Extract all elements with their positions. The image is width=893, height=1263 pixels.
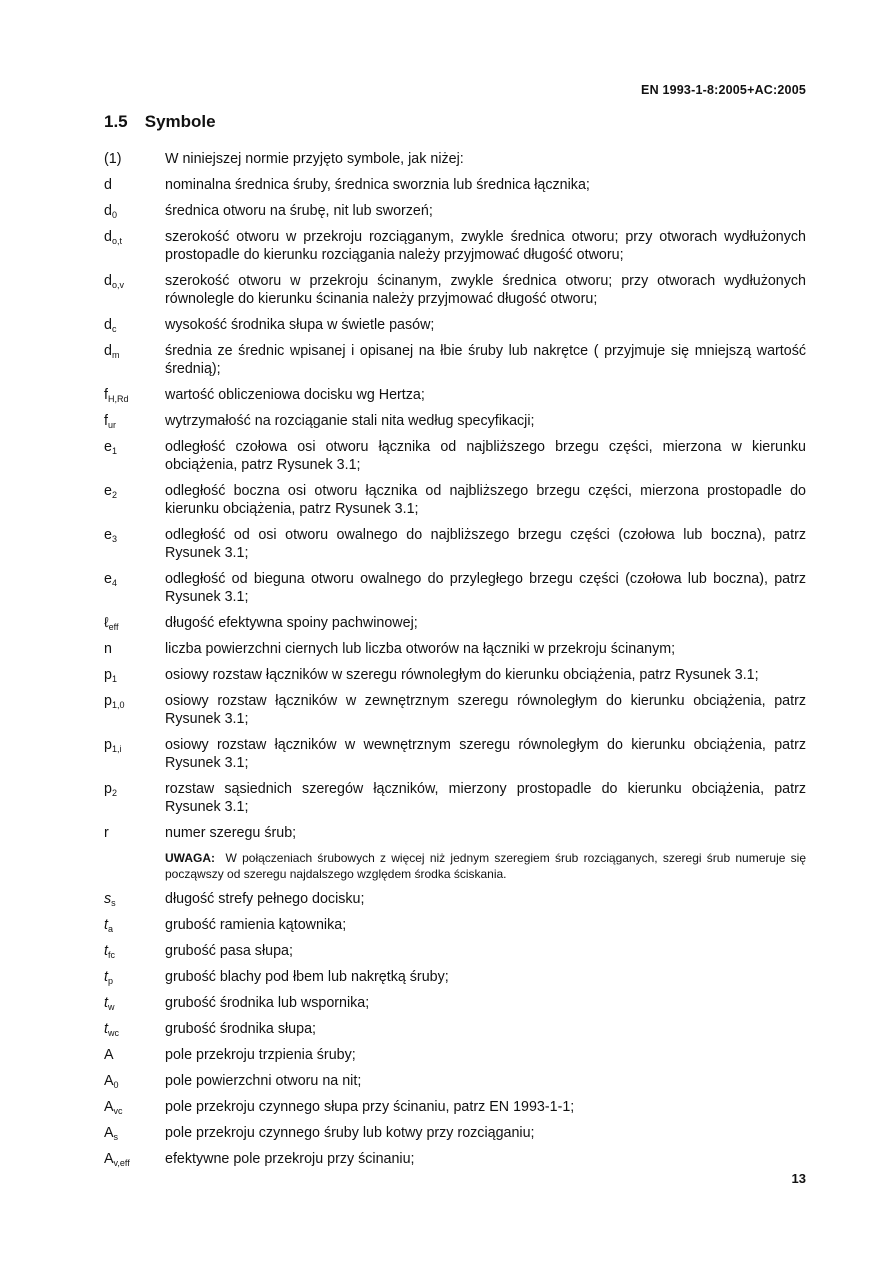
symbol-description: grubość środnika słupa; bbox=[165, 1021, 316, 1037]
symbol-base: t bbox=[104, 969, 108, 985]
symbol-entry bbox=[104, 890, 806, 908]
symbol-base: p bbox=[104, 667, 112, 683]
symbol-base: f bbox=[104, 387, 108, 403]
symbol bbox=[104, 570, 165, 606]
symbol-entry bbox=[104, 1046, 806, 1064]
symbol-subscript: fc bbox=[107, 950, 115, 960]
symbol-base: (1) bbox=[104, 151, 122, 167]
symbol-description: długość efektywna spoiny pachwinowej; bbox=[165, 615, 418, 631]
symbol bbox=[104, 386, 165, 404]
symbol-entry bbox=[104, 272, 806, 308]
symbol-description: długość strefy pełnego docisku; bbox=[165, 891, 365, 907]
symbol-base: e bbox=[104, 439, 112, 455]
symbol-base: f bbox=[104, 413, 108, 429]
symbol-subscript: s bbox=[111, 898, 116, 908]
symbol-subscript: 0 bbox=[111, 210, 117, 220]
symbol-base: A bbox=[104, 1151, 114, 1167]
symbol-entry bbox=[104, 1150, 806, 1168]
symbol-subscript: a bbox=[107, 924, 113, 934]
symbol-subscript: m bbox=[111, 350, 120, 360]
symbol bbox=[104, 890, 165, 908]
symbol bbox=[104, 526, 165, 562]
symbol-entry bbox=[104, 1098, 806, 1116]
symbol-subscript: H,Rd bbox=[107, 394, 129, 404]
symbol-base: n bbox=[104, 641, 112, 657]
symbol-description: odległość od bieguna otworu owalnego do przyległego brzegu części (czołowa lub boczna), patrz Rysunek 3.1; bbox=[165, 571, 806, 605]
symbol-description: rozstaw sąsiednich szeregów łączników, mierzony prostopadle do kierunku obciążenia, patrz Rysunek 3.1; bbox=[165, 781, 806, 815]
symbol-description: pole przekroju trzpienia śruby; bbox=[165, 1047, 356, 1063]
symbol-entry bbox=[104, 850, 806, 882]
symbol-entry bbox=[104, 570, 806, 606]
symbol-subscript: 0 bbox=[113, 1080, 119, 1090]
symbol-description: nominalna średnica śruby, średnica sworznia lub średnica łącznika; bbox=[165, 177, 590, 193]
symbol-subscript: vc bbox=[113, 1106, 123, 1116]
symbol-base: d bbox=[104, 343, 112, 359]
symbol-base: d bbox=[104, 203, 112, 219]
symbol-description: średnica otworu na śrubę, nit lub sworzeń; bbox=[165, 203, 433, 219]
note-text: W połączeniach śrubowych z więcej niż jednym szeregiem śrub rozciąganych, szeregi śrub numeruje się począwszy od szeregu najdalszego względem środka ściskania. bbox=[165, 851, 807, 881]
symbol bbox=[104, 202, 165, 220]
symbol bbox=[104, 994, 165, 1012]
symbol bbox=[104, 614, 165, 632]
symbol-description: osiowy rozstaw łączników w wewnętrznym szeregu równoległym do kierunku obciążenia, patrz Rysunek 3.1; bbox=[165, 737, 806, 771]
symbol-base: A bbox=[104, 1047, 114, 1063]
symbol-subscript: 1,0 bbox=[111, 700, 125, 710]
symbol bbox=[104, 942, 165, 960]
symbol bbox=[104, 850, 165, 882]
document-header: EN 1993-1-8:2005+AC:2005 bbox=[641, 83, 806, 97]
symbol-description: osiowy rozstaw łączników w szeregu równoległym do kierunku obciążenia, patrz Rysunek 3.1; bbox=[165, 667, 759, 683]
symbol bbox=[104, 438, 165, 474]
section-title: Symbole bbox=[144, 112, 216, 131]
symbol bbox=[104, 1020, 165, 1038]
symbol-description: grubość ramienia kątownika; bbox=[165, 917, 347, 933]
symbol-subscript: o,t bbox=[111, 236, 122, 246]
symbol-description: pole przekroju czynnego słupa przy ścinaniu, patrz EN 1993-1-1; bbox=[165, 1099, 575, 1115]
symbol bbox=[104, 482, 165, 518]
symbol bbox=[104, 1098, 165, 1116]
symbol bbox=[104, 342, 165, 378]
symbol-description: efektywne pole przekroju przy ścinaniu; bbox=[165, 1151, 415, 1167]
symbol-base: A bbox=[104, 1099, 114, 1115]
symbol-description: średnia ze średnic wpisanej i opisanej na łbie śruby lub nakrętce ( przyjmuje się mniejszą wartość średnią); bbox=[165, 343, 806, 377]
symbol-entry bbox=[104, 342, 806, 378]
symbol-entry bbox=[104, 666, 806, 684]
symbol bbox=[104, 176, 165, 194]
symbol-description: wartość obliczeniowa docisku wg Hertza; bbox=[165, 387, 425, 403]
symbol-description: pole powierzchni otworu na nit; bbox=[165, 1073, 362, 1089]
symbol bbox=[104, 640, 165, 658]
symbol-entry bbox=[104, 316, 806, 334]
symbol-entry bbox=[104, 614, 806, 632]
symbol bbox=[104, 666, 165, 684]
symbol-subscript: c bbox=[111, 324, 117, 334]
symbol-description: wytrzymałość na rozciąganie stali nita według specyfikacji; bbox=[165, 413, 535, 429]
symbol-base: d bbox=[104, 229, 112, 245]
symbol bbox=[104, 824, 165, 842]
symbol-base: p bbox=[104, 737, 112, 753]
symbol-description: odległość od osi otworu owalnego do najbliższego brzegu części (czołowa lub boczna), patrz Rysunek 3.1; bbox=[165, 527, 806, 561]
symbol-entry bbox=[104, 824, 806, 842]
symbol bbox=[104, 692, 165, 728]
symbol bbox=[104, 916, 165, 934]
symbol-base: t bbox=[104, 1021, 108, 1037]
symbol-subscript: p bbox=[107, 976, 113, 986]
symbol-subscript: w bbox=[107, 1002, 115, 1012]
symbol-description: wysokość środnika słupa w świetle pasów; bbox=[165, 317, 435, 333]
symbol-base: r bbox=[104, 825, 109, 841]
symbol-base: e bbox=[104, 483, 112, 499]
symbol-entry bbox=[104, 1072, 806, 1090]
symbol-entry bbox=[104, 526, 806, 562]
page-number: 13 bbox=[791, 1171, 806, 1186]
symbol-base: e bbox=[104, 527, 112, 543]
symbol bbox=[104, 150, 165, 168]
symbol-description: szerokość otworu w przekroju ścinanym, zwykle średnica otworu; przy otworach wydłużonych równolegle do kierunku ścinania należy przyjmować długość otworu; bbox=[165, 273, 806, 307]
symbol bbox=[104, 968, 165, 986]
symbol-entry bbox=[104, 412, 806, 430]
symbol-base: t bbox=[104, 943, 108, 959]
symbol-base: d bbox=[104, 273, 112, 289]
symbol-entry bbox=[104, 202, 806, 220]
symbol-description: liczba powierzchni ciernych lub liczba otworów na łączniki w przekroju ścinanym; bbox=[165, 641, 676, 657]
symbol-entry bbox=[104, 228, 806, 264]
symbol bbox=[104, 228, 165, 264]
section-number: 1.5 bbox=[104, 112, 128, 131]
symbol bbox=[104, 1072, 165, 1090]
symbol-entry bbox=[104, 780, 806, 816]
section-heading bbox=[104, 112, 216, 132]
symbol-entry bbox=[104, 150, 806, 168]
symbol-entry bbox=[104, 916, 806, 934]
symbol-subscript: v,eff bbox=[113, 1158, 130, 1168]
symbol-subscript: o,v bbox=[111, 280, 124, 290]
symbol-description: grubość blachy pod łbem lub nakrętką śruby; bbox=[165, 969, 449, 985]
symbol-base: e bbox=[104, 571, 112, 587]
symbol-entry bbox=[104, 942, 806, 960]
symbol-description: odległość boczna osi otworu łącznika od najbliższego brzegu części, mierzona prostopadle do kierunku obciążenia, patrz Rysunek 3.1; bbox=[165, 483, 806, 517]
symbol-entry bbox=[104, 736, 806, 772]
symbol-description: pole przekroju czynnego śruby lub kotwy przy rozciąganiu; bbox=[165, 1125, 535, 1141]
symbol-base: t bbox=[104, 995, 108, 1011]
symbol bbox=[104, 272, 165, 308]
symbol bbox=[104, 780, 165, 816]
symbol bbox=[104, 1046, 165, 1064]
symbol-list bbox=[104, 150, 806, 1176]
symbol-base: d bbox=[104, 177, 112, 193]
symbol-subscript: ur bbox=[107, 420, 116, 430]
symbol-entry bbox=[104, 1124, 806, 1142]
symbol-subscript: 2 bbox=[111, 788, 117, 798]
symbol bbox=[104, 1150, 165, 1168]
symbol-subscript: 1 bbox=[111, 446, 117, 456]
symbol-entry bbox=[104, 994, 806, 1012]
symbol-description: odległość czołowa osi otworu łącznika od najbliższego brzegu części, mierzona w kierunku obciążenia, patrz Rysunek 3.1; bbox=[165, 439, 806, 473]
note bbox=[165, 850, 806, 882]
symbol-entry bbox=[104, 438, 806, 474]
symbol-subscript: 1 bbox=[111, 674, 117, 684]
symbol-entry bbox=[104, 1020, 806, 1038]
symbol-entry bbox=[104, 482, 806, 518]
symbol-subscript: wc bbox=[107, 1028, 119, 1038]
symbol-subscript: s bbox=[113, 1132, 119, 1142]
symbol-subscript: eff bbox=[108, 622, 119, 632]
symbol bbox=[104, 316, 165, 334]
symbol-description: osiowy rozstaw łączników w zewnętrznym szeregu równoległym do kierunku obciążenia, patrz Rysunek 3.1; bbox=[165, 693, 806, 727]
symbol-entry bbox=[104, 640, 806, 658]
symbol-entry bbox=[104, 176, 806, 194]
symbol-subscript: 3 bbox=[111, 534, 117, 544]
note-label: UWAGA: bbox=[165, 851, 215, 865]
symbol-description: W niniejszej normie przyjęto symbole, jak niżej: bbox=[165, 151, 464, 167]
symbol-subscript: 1,i bbox=[111, 744, 122, 754]
symbol bbox=[104, 1124, 165, 1142]
symbol-base: p bbox=[104, 693, 112, 709]
symbol-description: grubość pasa słupa; bbox=[165, 943, 293, 959]
symbol-description: szerokość otworu w przekroju rozciąganym, zwykle średnica otworu; przy otworach wydłużonych prostopadle do kierunku rozciągania należy przyjmować długość otworu; bbox=[165, 229, 806, 263]
symbol-base: A bbox=[104, 1073, 114, 1089]
symbol-base: s bbox=[104, 891, 112, 907]
symbol-base: ℓ bbox=[104, 615, 109, 631]
symbol-entry bbox=[104, 968, 806, 986]
symbol-subscript: 2 bbox=[111, 490, 117, 500]
symbol bbox=[104, 736, 165, 772]
symbol-base: p bbox=[104, 781, 112, 797]
symbol-entry bbox=[104, 386, 806, 404]
symbol-base: A bbox=[104, 1125, 114, 1141]
symbol-description: numer szeregu śrub; bbox=[165, 825, 297, 841]
symbol-description: grubość środnika lub wspornika; bbox=[165, 995, 370, 1011]
symbol-entry bbox=[104, 692, 806, 728]
symbol-subscript: 4 bbox=[111, 578, 117, 588]
symbol-base: t bbox=[104, 917, 108, 933]
symbol bbox=[104, 412, 165, 430]
symbol-base: d bbox=[104, 317, 112, 333]
